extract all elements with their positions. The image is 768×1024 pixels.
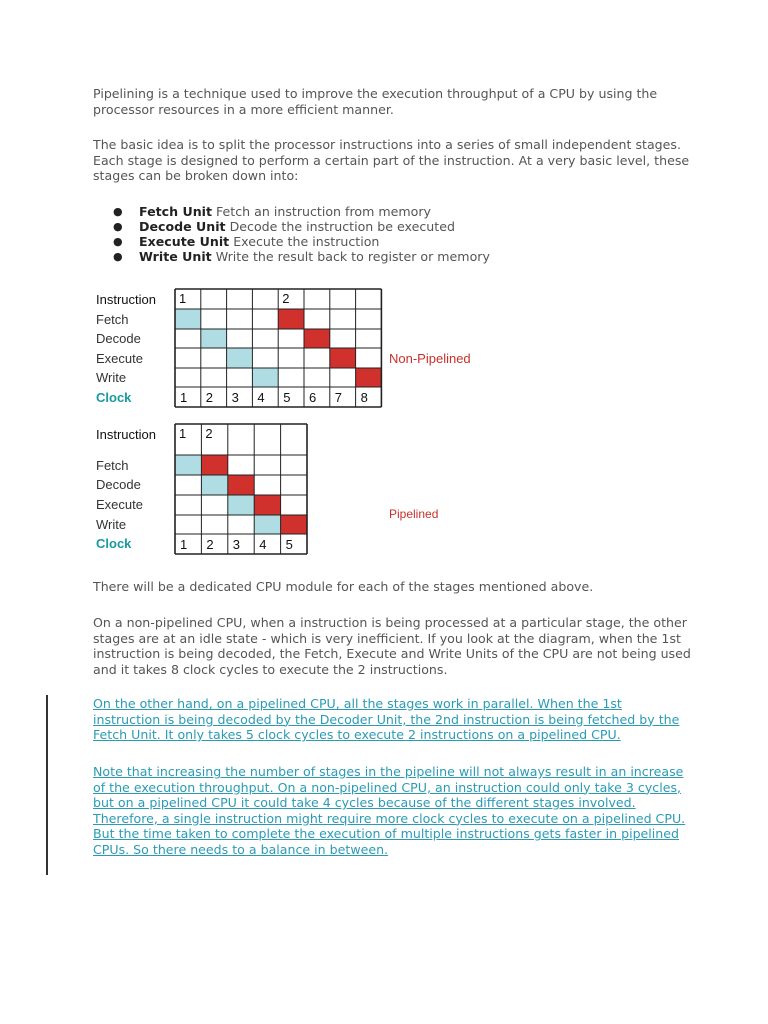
stage-desc: Write the result back to register or memory xyxy=(211,249,490,264)
pipelined-cell-instr1 xyxy=(175,455,201,475)
pipelined-cell-instr1 xyxy=(254,515,280,534)
non-pipelined-clock-number: 6 xyxy=(309,390,317,405)
bullet-icon: ● xyxy=(113,205,123,218)
non-pipelined-clock-number: 4 xyxy=(257,390,265,405)
non-pipelined-cell-instr2 xyxy=(356,368,382,387)
non-pipelined-row-label: Clock xyxy=(96,390,132,405)
pipelined-cell-instr2 xyxy=(228,475,254,495)
basic-idea-paragraph: The basic idea is to split the processor instructions into a series of small independent stages. Each stage is designed to perform a certain part of the instruction. At a very basic level, these stages can be broken down into: xyxy=(93,137,690,184)
stage-desc: Fetch an instruction from memory xyxy=(212,204,431,219)
pipelined-clock-number: 1 xyxy=(180,537,188,552)
pipelined-instruction-mark: 1 xyxy=(179,426,187,441)
stage-term: Write Unit xyxy=(139,249,212,264)
pipelined-clock-number: 3 xyxy=(232,537,241,552)
non-pipelined-clock-number: 3 xyxy=(231,390,239,405)
non-pipelined-clock-number: 8 xyxy=(360,390,368,405)
non-pipelined-clock-number: 5 xyxy=(283,390,291,405)
list-item xyxy=(93,249,490,264)
pipelined-cell-instr2 xyxy=(254,495,280,515)
non-pipelined-cell-instr1 xyxy=(175,309,201,329)
bullet-icon: ● xyxy=(113,235,123,248)
pipelined-row-label: Clock xyxy=(96,536,132,551)
non-pipelined-cell-instr1 xyxy=(252,368,278,387)
change-bar xyxy=(46,695,48,875)
list-item xyxy=(93,219,490,234)
pipelined-cell-instr1 xyxy=(228,495,254,515)
stage-term: Fetch Unit xyxy=(139,204,212,219)
pipelined-clock-number: 4 xyxy=(259,537,267,552)
non-pipelined-title: Non-Pipelined xyxy=(389,351,471,366)
pipeline-diagram xyxy=(90,284,484,558)
non-pipelined-instruction-mark: 2 xyxy=(282,291,290,306)
pipelined-row-label: Instruction xyxy=(96,427,156,442)
pipeline-diagram-svg xyxy=(90,284,484,558)
pipelined-title: Pipelined xyxy=(389,507,439,521)
stage-desc: Decode the instruction be executed xyxy=(225,219,455,234)
non-pipelined-row-label: Decode xyxy=(96,331,141,346)
bullet-icon: ● xyxy=(113,220,123,233)
stage-list xyxy=(93,204,490,264)
non-pipelined-row-label: Execute xyxy=(96,351,143,366)
stage-term: Execute Unit xyxy=(139,234,230,249)
pipelined-cell-instr2 xyxy=(201,455,227,475)
non-pipelined-paragraph: On a non-pipelined CPU, when a instruction is being processed at a particular stage, the other stages are at an idle state - which is very inefficient. If you look at the diagram, when the 1st instruction is being decoded, the Fetch, Execute and Write Units of the CPU are not being used and it takes 8 clock cycles to execute the 2 instructions. xyxy=(93,615,691,677)
dedicated-module-paragraph: There will be a dedicated CPU module for each of the stages mentioned above. xyxy=(93,579,594,594)
list-item xyxy=(93,234,490,249)
pipelined-cell-instr1 xyxy=(201,475,227,495)
pipelined-instruction-mark: 2 xyxy=(205,426,213,441)
pipelined-row-label: Decode xyxy=(96,477,141,492)
non-pipelined-clock-number: 7 xyxy=(334,390,343,405)
non-pipelined-row-label: Write xyxy=(96,370,127,385)
stage-term: Decode Unit xyxy=(139,219,226,234)
non-pipelined-clock-number: 1 xyxy=(180,390,188,405)
pipelined-row-label: Write xyxy=(96,517,127,532)
non-pipelined-cell-instr1 xyxy=(227,348,253,368)
non-pipelined-cell-instr1 xyxy=(201,329,227,348)
non-pipelined-cell-instr2 xyxy=(330,348,356,368)
pipelined-paragraph-link[interactable]: On the other hand, on a pipelined CPU, all the stages work in parallel. When the 1st instruction is being decoded by the Decoder Unit, the 2nd instruction is being fetched by the Fetch Unit. It only takes 5 clock cycles to execute 2 instructions on a pipelined CPU. xyxy=(93,696,680,743)
non-pipelined-clock-number: 2 xyxy=(205,390,214,405)
pipelined-clock-number: 5 xyxy=(285,537,293,552)
pipelined-row-label: Fetch xyxy=(96,458,129,473)
non-pipelined-cell-instr2 xyxy=(278,309,304,329)
intro-paragraph: Pipelining is a technique used to improve the execution throughput of a CPU by using the processor resources in a more efficient manner. xyxy=(93,86,658,117)
list-item xyxy=(93,204,490,219)
pipelined-clock-number: 2 xyxy=(206,537,214,552)
non-pipelined-row-label: Instruction xyxy=(96,292,156,307)
note-paragraph-link[interactable]: Note that increasing the number of stages in the pipeline will not always result in an increase of the execution throughput. On a non-pipelined CPU, an instruction could only take 3 cycles, but on a pipelined CPU it could take 4 cycles because of the different stages involved. Therefore, a single instruction might require more clock cycles to execute on a pipelined CPU. But the time taken to complete the execution of multiple instructions gets faster in pipelined CPUs. So there needs to a balance in between. xyxy=(93,764,686,857)
pipelined-row-label: Execute xyxy=(96,497,143,512)
non-pipelined-instruction-mark: 1 xyxy=(179,291,187,306)
stage-desc: Execute the instruction xyxy=(229,234,380,249)
bullet-icon: ● xyxy=(113,250,123,263)
pipelined-cell-instr2 xyxy=(281,515,307,534)
non-pipelined-row-label: Fetch xyxy=(96,312,129,327)
non-pipelined-cell-instr2 xyxy=(304,329,330,348)
